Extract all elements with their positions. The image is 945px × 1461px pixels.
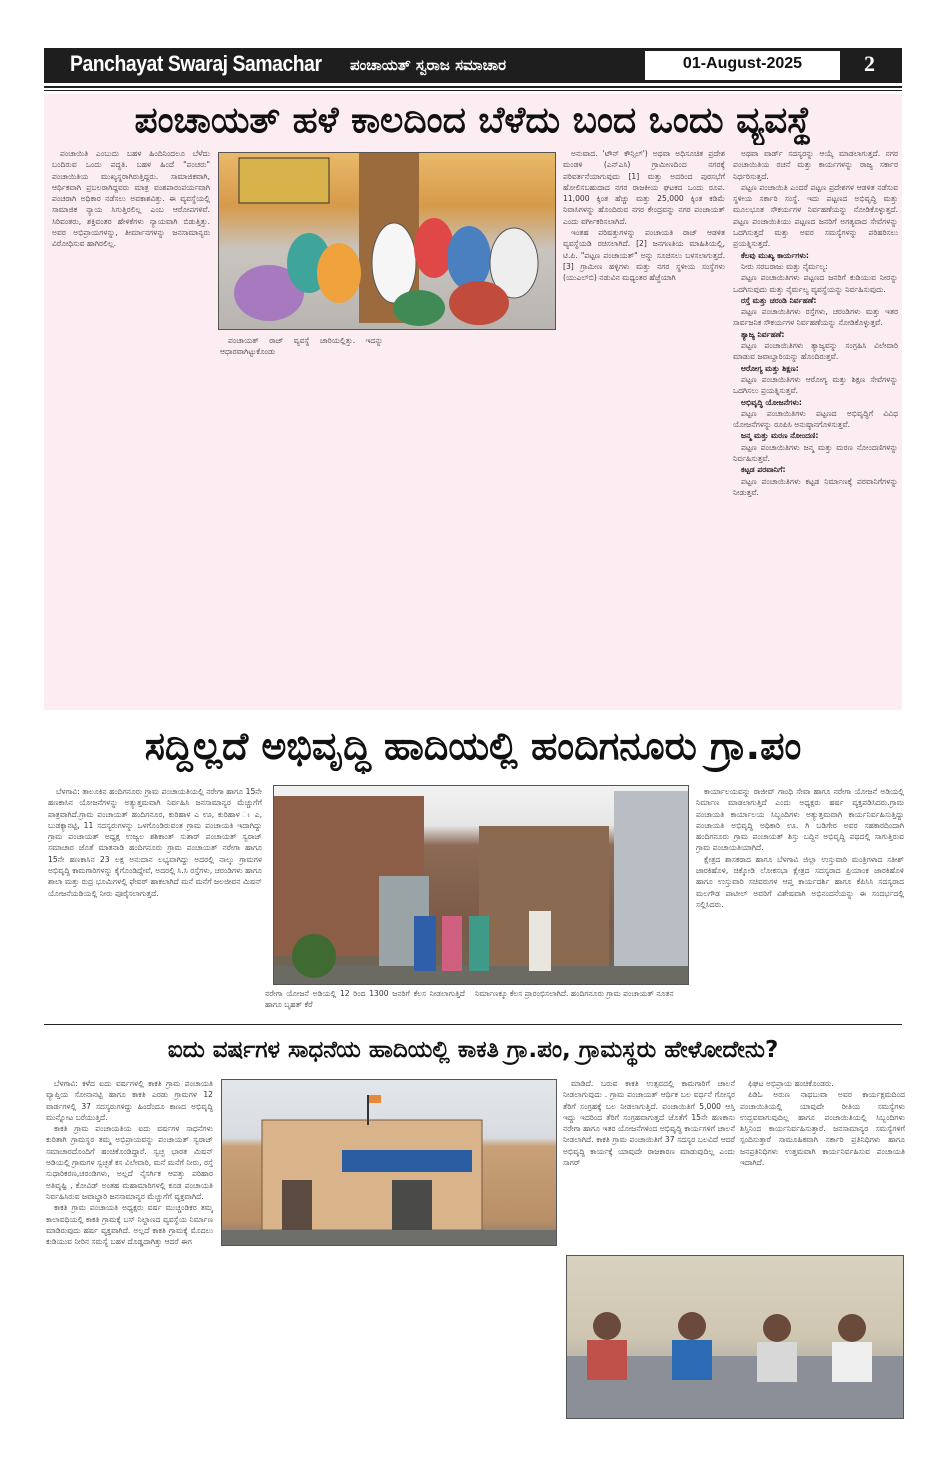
building-scene bbox=[222, 1080, 557, 1246]
paragraph: ಫಿಘಟ ಅಭಿಪ್ರಾಯ ಹಂಚಿಕೊಂಡರು. bbox=[748, 1079, 834, 1088]
village-panchayat-illustration bbox=[218, 152, 556, 330]
paragraph: ಪಿಡಿಓ ಅರುಣ ನಾಥಬುವಾ ಅವರ ಕಾರ್ಯಕ್ಷಮದಿಂದ ಪಂಚಾಯಿತಿಯಲ್ಲಿ ಯಾವುದೇ ರೀತಿಯ ಸಮಸ್ಯೆಗಳು ಉದ್ಭವವಾಗುವುದಿಲ್ಲ ಹಾಗೂ ಪಂಚಾಯಿತಿಯಲ್ಲಿ ಸಿಬ್ಬಂದಿಗಳು ಶಿಸ್ತಿನಿಂದ ಕಾರ್ಯನಿರ್ವಹಿಸುತ್ತಾರೆ. ಜನಸಾಮಾನ್ಯರ ಸಮಸ್ಯೆಗಳಿಗೆ ಸ್ಪಂದಿಸುತ್ತಾರೆ ಸಾಮೂಹಿಕವಾಗಿ ಸರ್ಕಾರಿ ಪ್ರತಿನಿಧಿಗಳು ಹಾಗೂ ಜನಪ್ರತಿನಿಧಿಗಳು ಉತ್ತಮವಾಗಿ ಕಾರ್ಯನಿರ್ವಹಿಸುವ ಪಂಚಾಯತಿ ಇದಾಗಿದೆ. bbox=[740, 1090, 905, 1168]
paragraph: ಪಂಚಾಯಿತಿ ಎಂಬುದು ಬಹಳ ಹಿಂದಿನಿಂದಲೂ ಬೆಳೆದು ಬಂದಿರುವ ಒಂದು ಪದ್ಧತಿ. ಬಹಳ ಹಿಂದೆ "ಪಂಚರು" ಪಂಚಾಯಿತಿಯ ಮುಖ್ಯಸ್ಥರಾಗಿರುತ್ತಿದ್ದರು. ಸಾಮಾಜಿಕವಾಗಿ, ಆರ್ಥಿಕವಾಗಿ ಪ್ರಬಲರಾಗಿದ್ದವರು ಮಾತ್ರ ವಂಶಪಾರಂಪರ್ಯವಾಗಿ ಪಂಚರಾಗಿ ಅಧಿಕಾರ ನಡೆಸಲು ಅವಕಾಶವಿತ್ತು. ಈ ವ್ಯವಸ್ಥೆಯಲ್ಲಿ ಸಾಮಾಜಿಕ ನ್ಯಾಯ ಸಿಗುತ್ತಿರಲಿಲ್ಲ ಎಂಬ ಆರೋಪಗಳಿವೆ. ಸಿರಿವಂತರು, ಶಕ್ತಿವಂತರ ಹೇಳಿಕೆಗಳು ನ್ಯಾಯವಾಗಿ ಬಿಡುತ್ತಿತ್ತು. ಅವರ ಅಭಿಪ್ರಾಯಗಳನ್ನು, ತೀರ್ಮಾನಗಳನ್ನು ಜನಸಾಮಾನ್ಯರು ವಿರೋಧಿಸುವ ಹಾಗಿರಲಿಲ್ಲ. bbox=[52, 149, 210, 249]
article-2-column-continued: ನಿರ್ಮಾಣಕ್ಕೂ ಕೆಲಸ ಪ್ರಾರಂಭಿಸಲಾಗಿದೆ. ಹಂದಿಗನೂರು ಗ್ರಾಮ ಪಂಚಾಯತ್ ನೂತನ bbox=[475, 989, 674, 998]
illustration-figures bbox=[219, 153, 556, 330]
paragraph: ಕ್ಷೇತ್ರದ ಶಾಸಕರಾದ ಹಾಗೂ ಬೆಳಗಾವಿ ಜಿಲ್ಲಾ ಉಸ್ತುವಾರಿ ಮಂತ್ರಿಗಳಾದ ಸತೀಶ್ ಜಾರಕಿಹೊಳಿ, ಚಿಕ್ಕೋಡಿ ಲೋಕಸಭಾ ಕ್ಷೇತ್ರದ ಸದಸ್ಯರಾದ ಪ್ರಿಯಾಂಕ ಜಾರಕಿಹೊಳಿ ಹಾಗೂ ಉಸ್ತುವಾರಿ ಸಚಿವರುಗಳ ಆಪ್ತ ಕಾರ್ಯದರ್ಶಿ ಹಾಗೂ ಕೆಪಿಸಿಸಿ ಸದಸ್ಯರಾದ ಮಲಗೌಡ ಪಾಟೀಲ್ ಅವರಿಗೆ ವಿಶೇಷವಾಗಿ ಅಭಿನಂದನೆಯನ್ನು ಈ ಸಂದರ್ಭದಲ್ಲಿ ಸಲ್ಲಿಸಿದರು. bbox=[696, 854, 904, 909]
issue-date: 01-August-2025 bbox=[645, 51, 840, 80]
article-3-column bbox=[222, 1250, 385, 1418]
article-3-column bbox=[46, 1078, 213, 1418]
article-1-column bbox=[220, 335, 383, 700]
article-2-column bbox=[696, 786, 904, 1016]
paragraph: ಪಟ್ಟಣ ಪಂಚಾಯಿತಿ ಎಂದರೆ ಪಟ್ಟಣ ಪ್ರದೇಶಗಳ ಆಡಳಿತ ನಡೆಸುವ ಸ್ಥಳೀಯ ಸರ್ಕಾರಿ ಸಂಸ್ಥೆ. ಇದು ಪಟ್ಟಣದ ಅಭಿವೃದ್ಧಿ ಮತ್ತು ಮೂಲಭೂತ ಸೌಕರ್ಯಗಳ ನಿರ್ವಹಣೆಯನ್ನು ನೋಡಿಕೊಳ್ಳುತ್ತದೆ. ಪಟ್ಟಣ ಪಂಚಾಯಿತಿಯು ಪಟ್ಟಣದ ಜನರಿಗೆ ಅಗತ್ಯವಾದ ಸೇವೆಗಳನ್ನು ಒದಗಿಸುತ್ತದೆ ಮತ್ತು ಅವರ ಸಮಸ್ಯೆಗಳನ್ನು ಪರಿಹರಿಸಲು ಪ್ರಯತ್ನಿಸುತ್ತದೆ. bbox=[733, 182, 898, 249]
brand-title-kannada: ಪಂಚಾಯತ್ ಸ್ವರಾಜ ಸಮಾಚಾರ bbox=[350, 56, 507, 74]
article-3-column bbox=[392, 1250, 556, 1418]
paragraph: ಮಾಡಿದೆ. ಬರುವ ಕಾಕತಿ ಉತ್ಸವದಲ್ಲಿ ಕಾಮಗಾರಿಗೆ ಚಾಲನೆ ನೀಡಲಾಗುವುದು . ಗ್ರಾಮ ಪಂಚಾಯತ್ ಆರ್ಥಿಕ ಬಲ ವರ್ಧನೆ ಗೋಸ್ಕರ ತೆರಿಗೆ ಸಂಗ್ರಹಕ್ಕೆ ಬಲ ನೀಡಲಾಗುತ್ತಿದೆ. ಪಂಚಾಯಿತಿಗೆ 5,000 ಆಸ್ತಿ ಇದ್ದು ಇದರಿಂದ ತೆರಿಗೆ ಸಂಗ್ರಹವಾಗುತ್ತದೆ ಜೊತೆಗೆ 15ನೇ ಹಣಕಾಸು ನರೇಗಾ ಹಾಗೂ ಇತರ ಯೋಜನೆಗಳಿಂದ ಅಭಿವೃದ್ಧಿ ಕಾರ್ಯಗಳಿಗೆ ಚಾಲನೆ ನೀಡಲಾಗಿದೆ. ಕಾಕತಿ ಗ್ರಾಮ ಪಂಚಾಯಿತಿಗೆ 37 ಸದಸ್ಯರ ಬಲವಿದೆ ಆದರೆ ಅಭಿವೃದ್ಧಿ ಕಾರ್ಯಕ್ಕೆ ಯಾವುದೇ ರಾಜಕಾರಣ ಮಾಡುವುದಿಲ್ಲ ಎಂದು ಸಾಗರ್ bbox=[563, 1079, 735, 1168]
article-2-column bbox=[48, 786, 262, 1016]
divider bbox=[44, 86, 902, 88]
page-number: 2 bbox=[864, 51, 875, 76]
paragraph: ಪಟ್ಟಣ ಪಂಚಾಯಿತಿಗಳು ರಸ್ತೆಗಳು, ಚರಂಡಿಗಳು ಮತ್ತು ಇತರ ಸಾರ್ವಜನಿಕ ಸೌಕರ್ಯಗಳ ನಿರ್ವಹಣೆಯನ್ನು ನೋಡಿಕೊಳ್ಳುತ್ತವೆ. bbox=[733, 307, 898, 328]
paragraph: ಪಟ್ಟಣ ಪಂಚಾಯಿತಿಗಳು ಪಟ್ಟಣದ ಜನರಿಗೆ ಕುಡಿಯುವ ನೀರನ್ನು ಒದಗಿಸುವುದು ಮತ್ತು ನೈರ್ಮಲ್ಯ ವ್ಯವಸ್ಥೆಯನ್ನು ನಿರ್ವಹಿಸುವುದು. bbox=[733, 273, 898, 294]
paragraph: ಕಾಕತಿ ಗ್ರಾಮ ಪಂಚಾಯತಿ ಅಧ್ಯಕ್ಷರು ವರ್ಷ ಮುಚ್ಚಂಡಿಕರ ತಮ್ಮ ಕಾಲಾವಧಿಯಲ್ಲಿ ಕಾಕತಿ ಗ್ರಾಮಕ್ಕೆ ಬಸ್ ನಿಲ್ದಾಣದ ವ್ಯವಸ್ಥೆಯ ನಿರ್ಮಾಣ ಮಾಡಿರುವುದು ಹರ್ಷ ವ್ಯಕ್ತವಾಗಿದೆ. ಅಲ್ಲದೆ ಕಾಕತಿ ಗ್ರಾಮಕ್ಕೆ ಮೊದಲು ಕುಡಿಯುವ ನೀರಿನ ಸಮಸ್ಯೆ ಬಹಳ ದೊಡ್ಡದಾಗಿತ್ತು ಆದರೆ ಈಗ bbox=[46, 1203, 213, 1247]
paragraph: ಕಾರ್ಯಾಲಯವನ್ನು ರಾಜೀವ್ ಗಾಂಧಿ ಸೇವಾ ಹಾಗೂ ನರೇಗಾ ಯೋಜನೆ ಅಡಿಯಲ್ಲಿ ನಿರ್ಮಾಣ ಮಾಡಲಾಗುತ್ತಿದೆ ಎಂದು ಅಧ್ಯಕ್ಷರು ಹರ್ಷ ವ್ಯಕ್ತಪಡಿಸಿದರು.ಗ್ರಾಮ ಪಂಚಾಯತಿ ಕಾರ್ಯಾಲಯ ಸಿಬ್ಬಂದಿಗಳು ಅತ್ಯುತ್ತಮವಾಗಿ ಕಾರ್ಯನಿರ್ವಹಿಸುತ್ತಿದ್ದು ಪಂಚಾಯತಿ ಅಭಿವೃದ್ಧಿ ಅಧಿಕಾರಿ ಊ. ಗಿ ಬಡಿಗೇರ ಅವರ ಸಹಕಾರದಿಂದಾಗಿ ಹಂದಿಗನೂರು ಗ್ರಾಮ ಪಂಚಾಯತ್ ಶಿಸ್ತು ಬದ್ಧಿನ ಅಭಿವೃದ್ಧಿ ಪಥದಲ್ಲಿ ಸಾಗುತ್ತಿರುವ ಗ್ರಾಮ ಪಂಚಾಯತಿಯಾಗಿದೆ. bbox=[696, 787, 904, 853]
article-1-column bbox=[52, 148, 210, 700]
paragraph: ಪಟ್ಟಣ ಪಂಚಾಯಿತಿಗಳು ಜನ್ಮ ಮತ್ತು ಮರಣ ನೋಂದಣಿಗಳನ್ನು ನಿರ್ವಹಿಸುತ್ತವೆ. bbox=[733, 442, 898, 464]
paragraph: ಪಂಚಾಯತ್ ರಾಜ್ ವ್ಯವಸ್ಥೆ ಜಾರಿಯಲ್ಲಿತ್ತು. ಇದನ್ನು ಆಧಾರವಾಗಿಟ್ಟುಕೊಂಡು bbox=[220, 336, 383, 357]
paragraph: ನೀರು ಸರಬರಾಜು ಮತ್ತು ನೈರ್ಮಲ್ಯ: bbox=[741, 261, 828, 271]
paragraph: ಪಟ್ಟಣ ಪಂಚಾಯಿತಿಗಳು ಪಟ್ಟಣದ ಅಭಿವೃದ್ಧಿಗೆ ವಿವಿಧ ಯೋಜನೆಗಳನ್ನು ರೂಪಿಸಿ ಅನುಷ್ಠಾನಗೊಳಿಸುತ್ತವೆ. bbox=[733, 408, 898, 430]
article-1-column bbox=[733, 148, 898, 700]
subheading: ಕಟ್ಟಡ ಪರವಾನಿಗೆ: bbox=[741, 465, 786, 475]
subheading: ಜನ್ಮ ಮತ್ತು ಮರಣ ನೋಂದಣಿ: bbox=[741, 431, 819, 441]
article-1-column bbox=[391, 335, 554, 700]
paragraph: ಬೆಳಗಾವಿ: ಕಳೆದ ಐದು ವರ್ಷಗಳಲ್ಲಿ ಕಾಕತಿ ಗ್ರಾಮ ಪಂಚಾಯತಿ ವ್ಯಾಪ್ತಿಯ ಸೋನಾನಟ್ಟಿ ಹಾಗೂ ಕಾಕತಿ ಎರಡು ಗ್ರಾಮಗಳ 12 ವಾರ್ಡಗಳಲ್ಲಿ 37 ಸದಸ್ಯರುಗಳಿದ್ದು ಹಿಂದೆಂದೂ ಕಾಣದ ಅಭಿವೃದ್ಧಿ ಮುನ್ನೋಟ ಬರೆಯುತ್ತಿದೆ. bbox=[46, 1079, 213, 1122]
gram-panchayat-officials-photo bbox=[566, 1255, 904, 1419]
paragraph: ಅನುವಾದ. 'ಟೌನ್ ಕೌನ್ಸಿಲ್') ಅಥವಾ ಅಧಿಸೂಚಿತ ಪ್ರದೇಶ ಮಂಡಳಿ (ಎನ್‌ಎಸಿ) ಗ್ರಾಮೀಣದಿಂದ ನಗರಕ್ಕೆ ಪರಿವರ್ತನೆಯಾಗುವುದು [1] ಮತ್ತು ಅದರಿಂದ ಪುರಸಭೆಗೆ ಹೋಲಿಸಬಹುದಾದ ನಗರ ರಾಜಕೀಯ ಘಟಕದ ಒಂದು ರೂಪ. 11,000 ಕ್ಕಿಂತ ಹೆಚ್ಚು ಮತ್ತು 25,000 ಕ್ಕಿಂತ ಕಡಿಮೆ ನಿವಾಸಿಗಳನ್ನು ಹೊಂದಿರುವ ನಗರ ಕೇಂದ್ರವನ್ನು ನಗರ ಪಂಚಾಯತ್ ಎಂದು ವರ್ಗೀಕರಿಸಲಾಗಿದೆ. bbox=[563, 149, 725, 226]
paragraph: ಕಾಕತಿ ಗ್ರಾಮ ಪಂಚಾಯತಿಯ ಐದು ವರ್ಷಗಳ ಸಾಧನೆಗಳು ಕುರಿತಾಗಿ ಗ್ರಾಮಸ್ಥರ ತಮ್ಮ ಅಭಿಪ್ರಾಯವನ್ನು ಪಂಚಾಯತ್ ಸ್ವರಾಜ್ ಸಮಾಚಾರದೊಂದಿಗೆ ಹಂಚಿಕೊಂಡಿದ್ದಾರೆ. ಸ್ವಚ್ಛ ಭಾರತ ಮಿಷನ್ ಅಡಿಯಲ್ಲಿ ಗ್ರಾಮಗಳ ಸ್ವಚ್ಛತೆ ಕಸ ವಿಲೇವಾರಿ, ಮನೆ ಮನೆಗೆ ನೀರು, ರಸ್ತೆ ಸುಧಾರಿಕರಣ,ಚರಂಡಿಗಳು, ಅಲ್ಲದೆ ನೈಸರ್ಗಿಕ ಆಪತ್ತು ಪರಿಹಾರ ಅತಿವೃಷ್ಟಿ , ಕೋವಿಡ್ ಅಂತಹ ಮಹಾಮಾರಿಗಳಲ್ಲಿ ಕೂಡ ಪಂಚಾಯತಿ ನಿರ್ವಹಿಸಿರುವ ಜವಾಬ್ದಾರಿ ಜನಸಾಮಾನ್ಯರ ಮೆಚ್ಚುಗೆಗೆ ವ್ಯಕ್ತವಾಗಿದೆ. bbox=[46, 1124, 213, 1201]
article-3-headline: ಐದು ವರ್ಷಗಳ ಸಾಧನೆಯ ಹಾದಿಯಲ್ಲಿ ಕಾಕತಿ ಗ್ರಾ.ಪಂ, ಗ್ರಾಮಸ್ಥರು ಹೇಳೋದೇನು? bbox=[167, 1037, 779, 1063]
photo-scene bbox=[274, 786, 689, 985]
subheading: ಕೆಲವು ಮುಖ್ಯ ಕಾರ್ಯಗಳು: bbox=[741, 250, 809, 260]
brand-title: Panchayat Swaraj Samachar bbox=[70, 51, 322, 76]
subheading: ಅಭಿವೃದ್ಧಿ ಯೋಜನೆಗಳು: bbox=[741, 397, 802, 407]
photo-caption: ನರೇಗಾ ಯೋಜನೆ ಅಡಿಯಲ್ಲಿ 12 ರಿಂದ 1300 ಜನರಿಗೆ ಕೆಲಸ ನೀಡಲಾಗುತ್ತಿದೆ ಹಾಗೂ ಬೃಹತ್ ಕೆರೆ bbox=[265, 989, 465, 1010]
article-2-headline: ಸದ್ದಿಲ್ಲದೆ ಅಭಿವೃದ್ಧಿ ಹಾದಿಯಲ್ಲಿ ಹಂದಿಗನೂರು ಗ್ರಾ.ಪಂ bbox=[144, 724, 802, 768]
paragraph: ಪಟ್ಟಣ ಪಂಚಾಯಿತಿಗಳು ಆರೋಗ್ಯ ಮತ್ತು ಶಿಕ್ಷಣ ಸೇವೆಗಳನ್ನು ಒದಗಿಸಲು ಪ್ರಯತ್ನಿಸುತ್ತವೆ. bbox=[733, 374, 898, 396]
paragraph: ಇಂತಹ ಪರಿಷತ್ತುಗಳನ್ನು ಪಂಚಾಯತಿ ರಾಜ್ ಆಡಳಿತ ವ್ಯವಸ್ಥೆಯಡಿ ರಚಿಸಲಾಗಿದೆ. [2] ಜನಗಣತಿಯ ಮಾಹಿತಿಯಲ್ಲಿ, ಟಿ.ಪಿ. "ಪಟ್ಟಣ ಪಂಚಾಯತ್" ಅನ್ನು ಸೂಚಿಸಲು ಬಳಸಲಾಗುತ್ತದೆ. [3] ಗ್ರಾಮೀಣ ಹಳ್ಳಿಗಳು ಮತ್ತು ನಗರ ಸ್ಥಳೀಯ ಸಂಸ್ಥೆಗಳು (ಯುಎಲ್‌ಬಿ) ನಡುವಿನ ಮಧ್ಯಂತರ ಹೆಜ್ಜೆಯಾಗಿ bbox=[563, 228, 725, 283]
officials-scene bbox=[567, 1256, 904, 1419]
handiganur-panchayat-photo bbox=[273, 785, 689, 985]
kakati-panchayat-building-photo bbox=[221, 1079, 557, 1246]
article-1-headline: ಪಂಚಾಯತ್ ಹಳೆ ಕಾಲದಿಂದ ಬೆಳೆದು ಬಂದ ಒಂದು ವ್ಯವಸ್ಥೆ bbox=[134, 100, 812, 141]
article-1-column bbox=[563, 148, 725, 700]
paragraph: ಪಟ್ಟಣ ಪಂಚಾಯಿತಿಗಳು ತ್ಯಾಜ್ಯವನ್ನು ಸಂಗ್ರಹಿಸಿ ವಿಲೇವಾರಿ ಮಾಡುವ ಜವಾಬ್ದಾರಿಯನ್ನು ಹೊಂದಿರುತ್ತವೆ. bbox=[733, 341, 898, 362]
divider bbox=[44, 1024, 902, 1025]
article-3-column bbox=[740, 1078, 905, 1248]
subheading: ತ್ಯಾಜ್ಯ ನಿರ್ವಹಣೆ: bbox=[741, 329, 785, 339]
divider bbox=[44, 90, 902, 91]
subheading: ಆರೋಗ್ಯ ಮತ್ತು ಶಿಕ್ಷಣ: bbox=[741, 363, 799, 373]
paragraph: ಅಥವಾ ವಾರ್ಡ್ ಸದಸ್ಯರನ್ನು ಆಯ್ಕೆ ಮಾಡಲಾಗುತ್ತದೆ. ನಗರ ಪಂಚಾಯಿತಿಯ ರಚನೆ ಮತ್ತು ಕಾರ್ಯಗಳನ್ನು ರಾಜ್ಯ ಸರ್ಕಾರ ನಿರ್ಧರಿಸುತ್ತದೆ. bbox=[733, 149, 898, 181]
subheading: ರಸ್ತೆ ಮತ್ತು ಚರಂಡಿ ನಿರ್ವಹಣೆ: bbox=[741, 295, 817, 305]
paragraph: ಬೆಳಗಾವಿ: ತಾಲೂಕಿನ ಹಂದಿಗನೂರು ಗ್ರಾಮ ಪಂಚಾಯತಿಯಲ್ಲಿ ನರೇಗಾ ಹಾಗೂ 15ನೇ ಹಣಕಾಸಿನ ಯೋಜನೆಗಳನ್ನು ಅತ್ಯುತ್ತಮವಾಗಿ ನಿರ್ವಹಿಸಿ ಜನಸಾಮಾನ್ಯರ ಮೆಚ್ಚುಗೆಗೆ ಪಾತ್ರವಾಗಿದೆ.ಗ್ರಾಮ ಪಂಚಾಯತ್ ಹಂದಿಗನೂರ, ಕುರಿಹಾಳ ಎ ಊ, ಕುರಿಹಾಳ ಃ ಎ, ಬುಡಕ್ಯಾನಟ್ಟಿ, 11 ಸದಸ್ಯರುಗಳನ್ನು ಒಳಗೊಂಡಿರುವಂತ ಗ್ರಾಮ ಪಂಚಾಯತಿ ಇದಾಗಿದ್ದು ಗ್ರಾಮ ಪಂಚಾಯತ್ ಅಧ್ಯಕ್ಷ ಉಜ್ವಲ ಶಶಿಕಾಂತ್ ಸುತಾರ್ ಪಂಚಾಯತ್ ಸ್ವರಾಜ್ ಸಮಾಚಾರ ಜೊತೆ ಮಾತನಾಡಿ ಹಂದಿಗನೂರು ಗ್ರಾಮ ಪಂಚಾಯತ್ ನರೇಗಾ ಹಾಗೂ 15ನೇ ಹಣಕಾಸಿನ 23 ಲಕ್ಷ ಅನುದಾನ ಲಭ್ಯವಾಗಿದ್ದು ಅದರಲ್ಲಿ ನಾಲ್ಕು ಗ್ರಾಮಗಳ ಅಭಿವೃದ್ಧಿ ಕಾಮಗಾರಿಗಳನ್ನು ಕೈಗೊಂಡಿದ್ದೇವೆ, ಅದರಲ್ಲಿ ಸಿ.ಸಿ ರಸ್ತೆಗಳು, ಚರಂಡಿಗಳು ಹಾಗೂ ಶಾಲಾ ಮತ್ತು ರುದ್ರ ಭೂಮಿಗಳಲ್ಲಿ ಫೇವರ್ ಹಾಕಲಾಗಿದೆ ಮನೆ ಮನೆಗೆ ಜಲಜೀವನ ಮಿಷನ್ ಯೋಜನೆಯಡಿಯಲ್ಲಿ ನೀರು ಪೂರೈಸಲಾಗುತ್ತದೆ. bbox=[48, 787, 262, 898]
paragraph: ಪಟ್ಟಣ ಪಂಚಾಯಿತಿಗಳು ಕಟ್ಟಡ ನಿರ್ಮಾಣಕ್ಕೆ ಪರವಾನಿಗೆಗಳನ್ನು ನೀಡುತ್ತವೆ. bbox=[733, 476, 898, 497]
article-3-column bbox=[563, 1078, 735, 1248]
masthead-bar bbox=[44, 48, 902, 83]
